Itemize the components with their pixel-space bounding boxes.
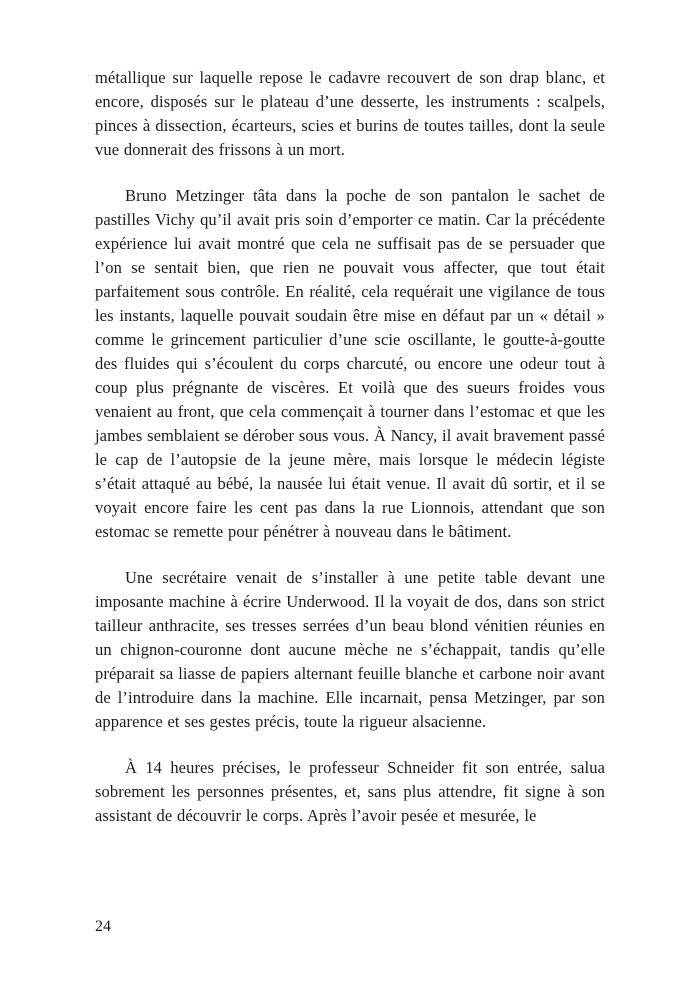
page-text: [95, 66, 605, 828]
paragraph-schneider: À 14 heures précises, le professeur Schneider fit son entrée, salua sobrement les personnes présentes, et, sans plus attendre, fit signe à son assistant de découvrir le corps. Après l’avoir pesée et mesurée, le: [95, 758, 605, 825]
paragraph-secretaire: Une secrétaire venait de s’installer à une petite table devant une imposante machine à écrire Underwood. Il la voyait de dos, dans son strict tailleur anthracite, ses tresses serrées d’un beau blond vénitien réunies en un chignon-couronne dont aucune mèche ne s’échappait, tandis qu’elle préparait sa liasse de papiers alternant feuille blanche et carbone noir avant de l’introduire dans la machine. Elle incarnait, pensa Metzinger, par son apparence et ses gestes précis, toute la rigueur alsacienne.: [95, 568, 605, 731]
page-number: 24: [95, 918, 111, 935]
paragraph-continuation: métallique sur laquelle repose le cadavre recouvert de son drap blanc, et encore, disposés sur le plateau d’une desserte, les instruments : scalpels, pinces à dissection, écarteurs, scies et burins de toutes tailles, dont la seule vue donnerait des frissons à un mort.: [95, 68, 605, 159]
paragraph-metzinger: Bruno Metzinger tâta dans la poche de son pantalon le sachet de pastilles Vichy qu’il avait pris soin d’emporter ce matin. Car la précédente expérience lui avait montré que cela ne suffisait pas de se persuader que l’on se sentait bien, que rien ne pouvait vous affecter, que tout était parfaitement sous contrôle. En réalité, cela requérait une vigilance de tous les instants, laquelle pouvait soudain être mise en défaut par un « détail » comme le grincement particulier d’une scie oscillante, le goutte-à-goutte des fluides qui s’écoulent du corps charcuté, ou encore une odeur tout à coup plus prégnante de viscères. Et voilà que des sueurs froides vous venaient au front, que cela commençait à tourner dans l’estomac et que les jambes semblaient se dérober sous vous. À Nancy, il avait bravement passé le cap de l’autopsie de la jeune mère, mais lorsque le médecin légiste s’était attaqué au bébé, la nausée lui était venue. Il avait dû sortir, et il se voyait encore faire les cent pas dans la rue Lionnois, attendant que son estomac se remette pour pénétrer à nouveau dans le bâtiment.: [95, 186, 605, 541]
